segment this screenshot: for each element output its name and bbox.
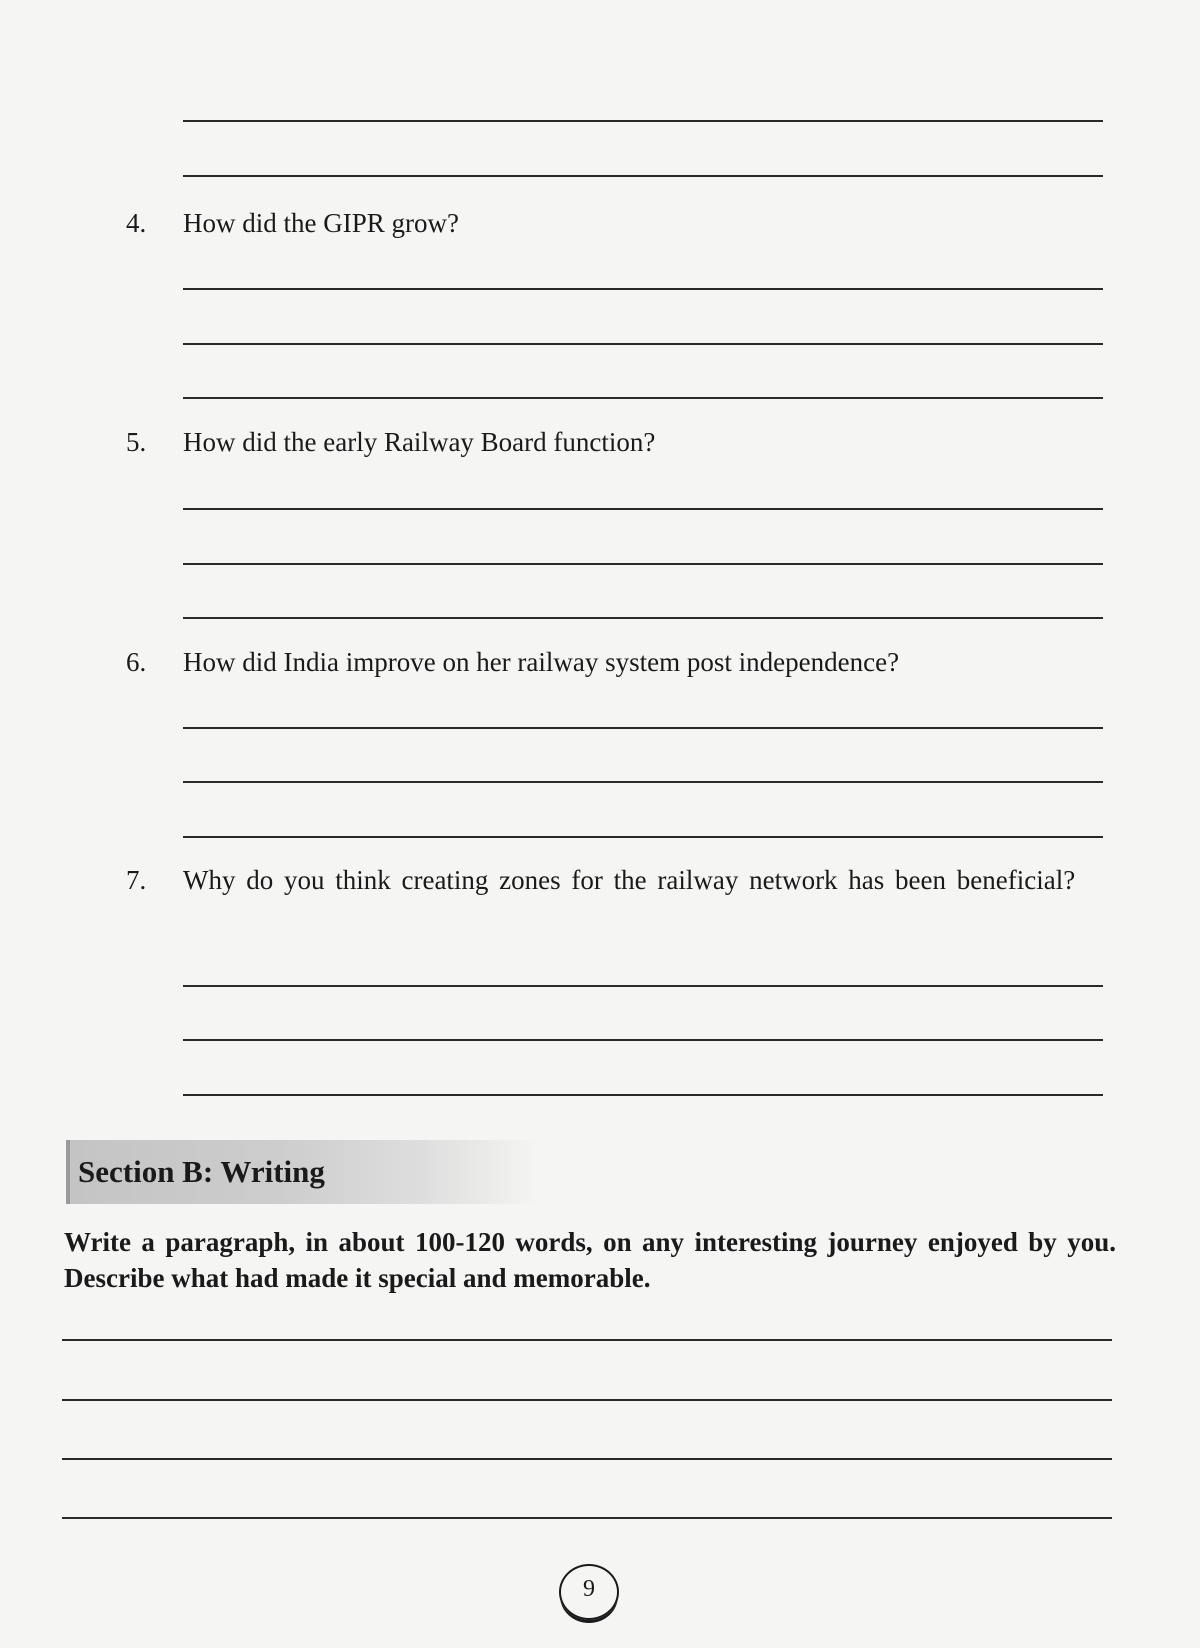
answer-line[interactable] — [183, 1094, 1103, 1096]
answer-line[interactable] — [183, 1039, 1103, 1041]
answer-line[interactable] — [183, 836, 1103, 838]
answer-line[interactable] — [183, 563, 1103, 565]
answer-line[interactable] — [62, 1517, 1112, 1519]
section-title: Section B: Writing — [78, 1154, 325, 1189]
question-number: 7. — [126, 865, 147, 895]
answer-line[interactable] — [183, 120, 1103, 122]
question-number: 5. — [126, 427, 147, 457]
answer-line[interactable] — [183, 397, 1103, 399]
writing-instruction: Write a paragraph, in about 100-120 words, on any interesting journey enjoyed by you. Describe what had made it special and memorable. — [64, 1227, 1116, 1293]
answer-line[interactable] — [183, 343, 1103, 345]
answer-line[interactable] — [183, 727, 1103, 729]
answer-line[interactable] — [62, 1458, 1112, 1460]
question-text: How did the GIPR grow? — [183, 208, 459, 238]
answer-line[interactable] — [62, 1399, 1112, 1401]
question-number: 6. — [126, 647, 147, 677]
answer-line[interactable] — [183, 985, 1103, 987]
question-text: Why do you think creating zones for the railway network has been beneficial? — [183, 865, 1076, 895]
page-number: 9 — [583, 1576, 595, 1602]
answer-line[interactable] — [183, 781, 1103, 783]
question-text: How did the early Railway Board function? — [183, 427, 656, 457]
answer-line[interactable] — [183, 508, 1103, 510]
answer-line[interactable] — [183, 288, 1103, 290]
answer-line[interactable] — [183, 175, 1103, 177]
question-text: How did India improve on her railway system post independence? — [183, 647, 900, 677]
question-number: 4. — [126, 208, 147, 238]
answer-line[interactable] — [62, 1339, 1112, 1341]
answer-line[interactable] — [183, 617, 1103, 619]
